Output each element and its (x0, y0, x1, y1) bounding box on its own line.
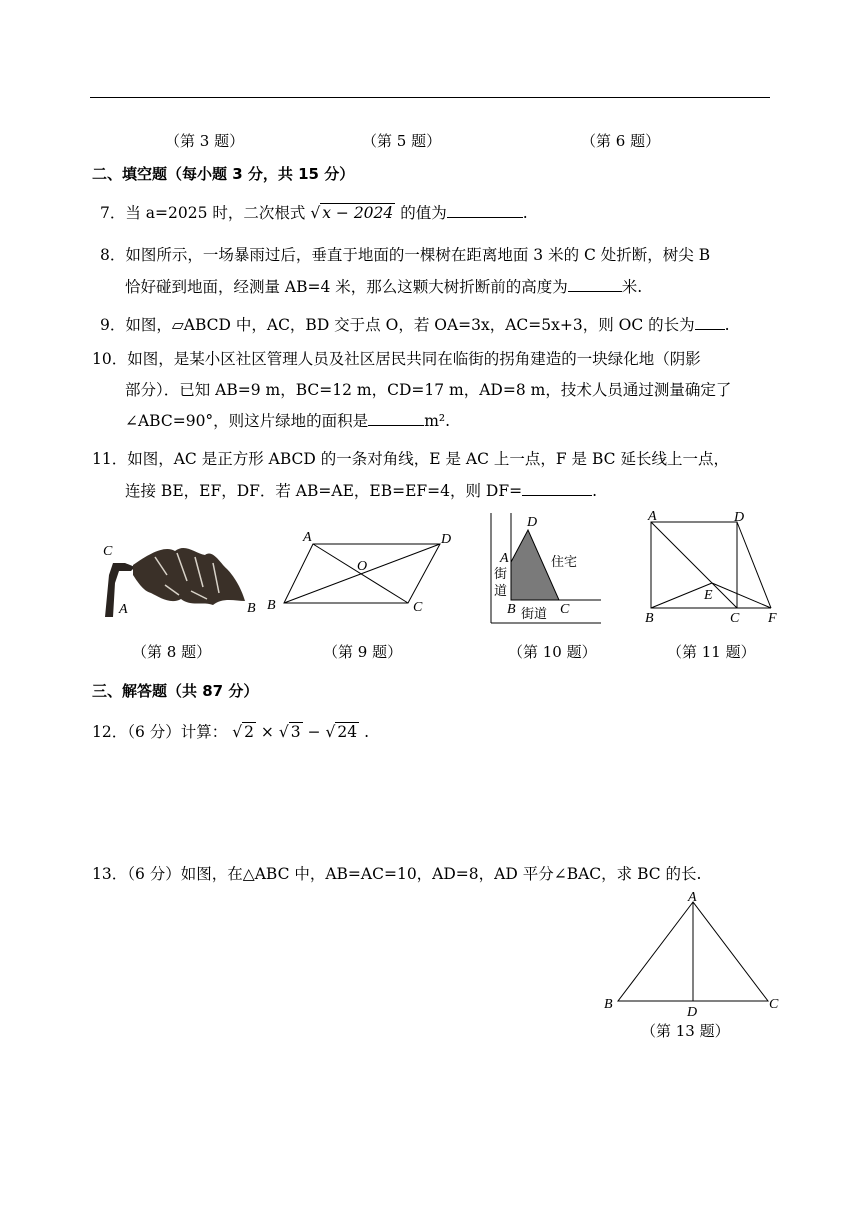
figure-8-broken-tree (95, 535, 270, 620)
question-number: 7． (100, 204, 126, 222)
question-11-line-2: 连接 BE，EF，DF．若 AB=AE，EB=EF=4，则 DF= . (125, 482, 598, 500)
label-B: B (267, 598, 276, 613)
question-number: 10． (92, 350, 128, 368)
caption-fig8: （第 8 题） (132, 643, 212, 661)
question-number: 13． (92, 865, 128, 883)
label-F: F (768, 611, 777, 623)
q7-suffix: 的值为 (400, 204, 447, 222)
label-C: C (560, 602, 570, 617)
label-B: B (645, 611, 654, 623)
label-D: D (527, 515, 538, 530)
label-C: C (730, 611, 740, 623)
label-A: A (500, 551, 509, 566)
answer-blank (695, 315, 725, 330)
figure-9-parallelogram (255, 527, 460, 617)
section-2-heading: 二、填空题（每小题 3 分，共 15 分） (92, 165, 355, 183)
figure-11-square (640, 508, 785, 623)
caption-fig3: （第 3 题） (165, 132, 245, 150)
label-street-v1: 街 (494, 567, 508, 582)
question-12: 12．（6 分）计算： √ 2 × √ 3 − √ 24 . (92, 723, 369, 741)
answer-blank (447, 203, 523, 218)
question-number: 8． (100, 246, 126, 264)
question-10-line-3: ∠ABC=90°，则这片绿地的面积是 m². (125, 412, 451, 430)
label-O: O (357, 559, 368, 574)
answer-blank (522, 481, 592, 496)
question-7: 7．当 a=2025 时，二次根式 √ x − 2024 的值为 . (100, 198, 528, 228)
tree-crown (133, 548, 245, 605)
answer-blank (368, 411, 424, 426)
label-C: C (769, 997, 779, 1012)
caption-fig6: （第 6 题） (581, 132, 661, 150)
q7-prefix: 当 a=2025 时，二次根式 (125, 204, 306, 222)
caption-fig5: （第 5 题） (362, 132, 442, 150)
question-9: 9．如图，▱ABCD 中，AC，BD 交于点 O，若 OA=3x，AC=5x+3，则 OC 的长为 . (100, 316, 730, 334)
label-A: A (688, 890, 697, 905)
label-residence: 住宅 (551, 555, 578, 570)
section-3-heading: 三、解答题（共 87 分） (92, 682, 259, 700)
label-B: B (507, 602, 516, 617)
question-10-line-2: 部分）．已知 AB=9 m，BC=12 m，CD=17 m，AD=8 m，技术人员通过测量确定了 (125, 381, 732, 399)
question-8-line-1: 8．如图所示，一场暴雨过后，垂直于地面的一棵树在距离地面 3 米的 C 处折断，树尖 B (100, 246, 711, 264)
label-C: C (413, 600, 423, 615)
label-street-v2: 道 (494, 584, 508, 599)
question-number: 9． (100, 316, 126, 334)
label-C: C (103, 544, 113, 559)
top-rule (90, 97, 770, 98)
label-B: B (604, 997, 613, 1012)
caption-fig10: （第 10 题） (508, 643, 597, 661)
radical-expression: √ x − 2024 (310, 204, 394, 222)
question-11-line-1: 11．如图，AC 是正方形 ABCD 的一条对角线，E 是 AC 上一点，F 是 BC 延长线上一点， (92, 450, 729, 468)
question-8-line-2: 恰好碰到地面，经测量 AB=4 米，那么这颗大树折断前的高度为 米. (125, 278, 643, 296)
label-A: A (303, 530, 312, 545)
caption-fig13: （第 13 题） (641, 1022, 730, 1040)
question-10-line-1: 10．如图，是某小区社区管理人员及社区居民共同在临街的拐角建造的一块绿化地（阴影 (92, 350, 701, 368)
answer-blank (568, 277, 622, 292)
figure-10-green-area (485, 510, 605, 625)
label-B: B (247, 601, 256, 616)
label-D: D (441, 532, 452, 547)
question-number: 12． (92, 723, 128, 741)
label-A: A (648, 509, 657, 524)
label-D: D (687, 1005, 698, 1020)
label-E: E (704, 588, 713, 603)
question-number: 11． (92, 450, 128, 468)
label-A: A (119, 602, 128, 617)
question-13: 13．（6 分）如图，在△ABC 中，AB=AC=10，AD=8，AD 平分∠BAC，求 BC 的长. (92, 865, 702, 883)
caption-fig11: （第 11 题） (667, 643, 756, 661)
label-street-h: 街道 (521, 607, 548, 622)
figure-13-triangle (598, 890, 788, 1020)
caption-fig9: （第 9 题） (323, 643, 403, 661)
label-D: D (734, 510, 745, 525)
